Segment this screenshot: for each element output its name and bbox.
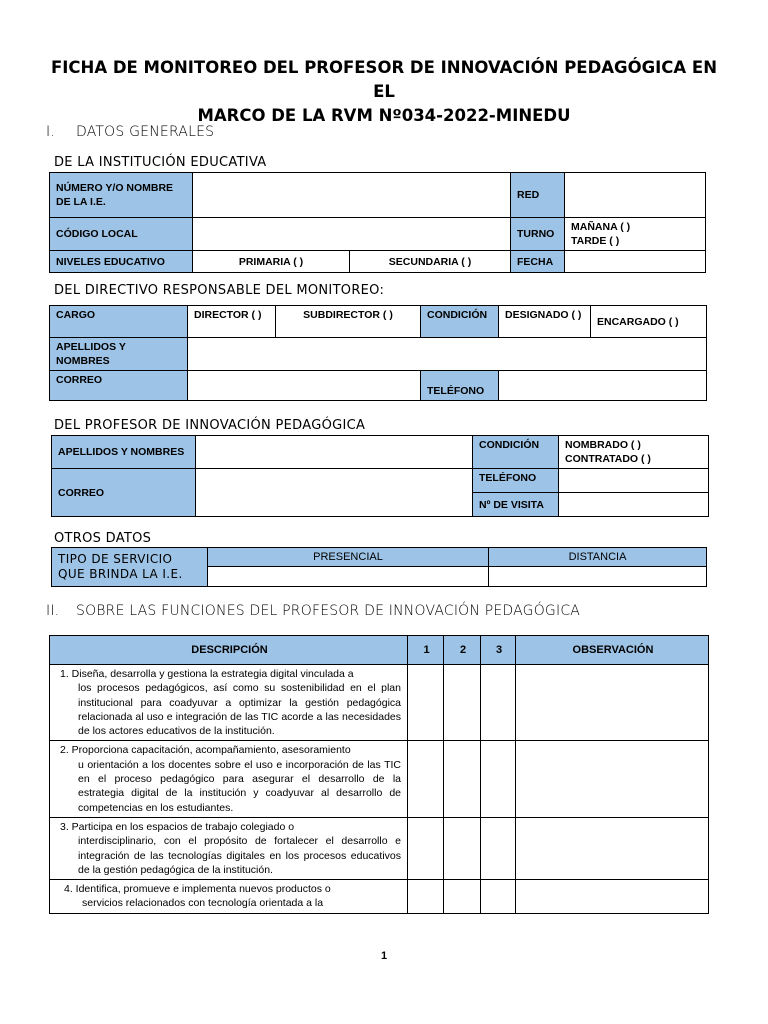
fecha-field[interactable] <box>565 251 706 273</box>
contratado-option[interactable]: CONTRATADO ( ) <box>565 453 651 465</box>
profesor-correo-field[interactable] <box>196 469 473 517</box>
encargado-option[interactable]: ENCARGADO ( ) <box>591 306 707 338</box>
directivo-heading: DEL DIRECTIVO RESPONSABLE DEL MONITOREO: <box>54 283 385 298</box>
observacion-cell[interactable] <box>516 741 709 817</box>
director-option[interactable]: DIRECTOR ( ) <box>188 306 276 338</box>
profesor-heading: DEL PROFESOR DE INNOVACIÓN PEDAGÓGICA <box>54 418 366 433</box>
directivo-apellidos-label: APELLIDOS Y NOMBRES <box>50 338 188 371</box>
profesor-correo-label: CORREO <box>52 469 196 517</box>
col-2-header: 2 <box>444 636 481 665</box>
ie-table <box>49 172 706 273</box>
presencial-header: PRESENCIAL <box>208 548 489 567</box>
numero-nombre-field[interactable] <box>193 173 511 218</box>
funcion-description <box>50 880 408 914</box>
score-1-cell[interactable] <box>408 817 444 879</box>
profesor-telefono-label: TELÉFONO <box>473 469 559 493</box>
funciones-table <box>49 635 709 914</box>
turno-options[interactable] <box>565 218 706 251</box>
visita-label: Nº DE VISITA <box>473 493 559 517</box>
observacion-cell[interactable] <box>516 880 709 914</box>
profesor-apellidos-label: APELLIDOS Y NOMBRES <box>52 436 196 469</box>
directivo-correo-label: CORREO <box>50 371 188 401</box>
funcion-description <box>50 665 408 741</box>
distancia-header: DISTANCIA <box>489 548 707 567</box>
profesor-condicion-options[interactable] <box>559 436 709 469</box>
score-1-cell[interactable] <box>408 741 444 817</box>
manana-option[interactable]: MAÑANA ( ) <box>571 221 631 233</box>
fecha-label: FECHA <box>511 251 565 273</box>
section-2-heading <box>46 603 580 619</box>
presencial-field[interactable] <box>208 567 489 587</box>
title-line-2: MARCO DE LA RVM Nº034-2022-MINEDU <box>197 106 571 125</box>
directivo-table <box>49 305 707 401</box>
funcion-first-line: 2. Proporciona capacitación, acompañamiento, asesoramiento <box>60 744 351 757</box>
table-row <box>50 665 709 741</box>
profesor-telefono-field[interactable] <box>559 469 709 493</box>
cargo-label: CARGO <box>50 306 188 338</box>
observacion-cell[interactable] <box>516 817 709 879</box>
primaria-option[interactable]: PRIMARIA ( ) <box>193 251 350 273</box>
section-2-number: II. <box>46 603 60 619</box>
numero-nombre-label: NÚMERO Y/O NOMBRE DE LA I.E. <box>50 173 193 218</box>
col-1-header: 1 <box>408 636 444 665</box>
profesor-apellidos-field[interactable] <box>196 436 473 469</box>
funcion-rest: interdisciplinario, con el propósito de fortalecer el desarrollo e integración de las tecnologías digitales en los procesos educativos de la gestión pedagógica de la institución. <box>78 835 401 876</box>
observacion-header: OBSERVACIÓN <box>516 636 709 665</box>
turno-label: TURNO <box>511 218 565 251</box>
table-row <box>50 817 709 879</box>
observacion-cell[interactable] <box>516 665 709 741</box>
ie-heading: DE LA INSTITUCIÓN EDUCATIVA <box>54 155 267 170</box>
designado-option[interactable]: DESIGNADO ( ) <box>499 306 591 338</box>
page-number: 1 <box>380 950 388 962</box>
directivo-correo-field[interactable] <box>188 371 421 401</box>
codigo-local-field[interactable] <box>193 218 511 251</box>
otros-heading: OTROS DATOS <box>54 531 152 546</box>
visita-field[interactable] <box>559 493 709 517</box>
profesor-condicion-label: CONDICIÓN <box>473 436 559 469</box>
col-3-header: 3 <box>481 636 516 665</box>
directivo-apellidos-field[interactable] <box>188 338 707 371</box>
funcion-rest: los procesos pedagógicos, así como su sostenibilidad en el plan institucional para coadyuvar a optimizar la gestión pedagógica relacionada al uso e integración de las TIC acorde a las necesidades de los actores educativos de la institución. <box>78 682 401 738</box>
tarde-option[interactable]: TARDE ( ) <box>571 235 620 247</box>
score-3-cell[interactable] <box>481 741 516 817</box>
condicion-label: CONDICIÓN <box>421 306 499 338</box>
codigo-local-label: CÓDIGO LOCAL <box>50 218 193 251</box>
score-2-cell[interactable] <box>444 665 481 741</box>
document-title <box>40 56 728 128</box>
score-2-cell[interactable] <box>444 741 481 817</box>
score-2-cell[interactable] <box>444 817 481 879</box>
section-1-number: I. <box>46 124 55 140</box>
funcion-first-line: 3. Participa en los espacios de trabajo colegiado o <box>60 820 295 833</box>
table-row <box>50 741 709 817</box>
score-3-cell[interactable] <box>481 817 516 879</box>
funcion-rest: u orientación a los docentes sobre el uso e incorporación de las TIC en el proceso pedagógico para asegurar el desarrollo de la estrategia digital de la institución y coadyuvar al desarrollo de competencias en los estudiantes. <box>78 758 401 814</box>
funcion-description <box>50 817 408 879</box>
red-field[interactable] <box>565 173 706 218</box>
score-2-cell[interactable] <box>444 880 481 914</box>
directivo-telefono-field[interactable] <box>499 371 707 401</box>
funcion-first-line: 1. Diseña, desarrolla y gestiona la estrategia digital vinculada a <box>60 668 354 680</box>
funcion-description <box>50 741 408 817</box>
score-1-cell[interactable] <box>408 665 444 741</box>
section-1-heading <box>46 124 214 140</box>
score-3-cell[interactable] <box>481 880 516 914</box>
funcion-first-line: 4. Identifica, promueve e implementa nuevos productos o <box>64 883 331 896</box>
score-1-cell[interactable] <box>408 880 444 914</box>
section-1-label: DATOS GENERALES <box>76 124 215 140</box>
title-line-1: FICHA DE MONITOREO DEL PROFESOR DE INNOVACIÓN PEDAGÓGICA EN EL <box>50 58 718 101</box>
otros-table <box>51 547 707 587</box>
niveles-label: NIVELES EDUCATIVO <box>50 251 193 273</box>
funcion-rest: servicios relacionados con tecnología orientada a la <box>82 897 324 910</box>
tipo-servicio-label: TIPO DE SERVICIO QUE BRINDA LA I.E. <box>52 548 208 587</box>
nombrado-option[interactable]: NOMBRADO ( ) <box>565 439 641 451</box>
secundaria-option[interactable]: SECUNDARIA ( ) <box>350 251 511 273</box>
table-row <box>50 880 709 914</box>
profesor-table <box>51 435 709 517</box>
score-3-cell[interactable] <box>481 665 516 741</box>
distancia-field[interactable] <box>489 567 707 587</box>
descripcion-header: DESCRIPCIÓN <box>50 636 408 665</box>
directivo-telefono-label: TELÉFONO <box>421 371 499 401</box>
red-label: RED <box>511 173 565 218</box>
section-2-label: SOBRE LAS FUNCIONES DEL PROFESOR DE INNOVACIÓN PEDAGÓGICA <box>76 603 581 619</box>
subdirector-option[interactable]: SUBDIRECTOR ( ) <box>276 306 421 338</box>
